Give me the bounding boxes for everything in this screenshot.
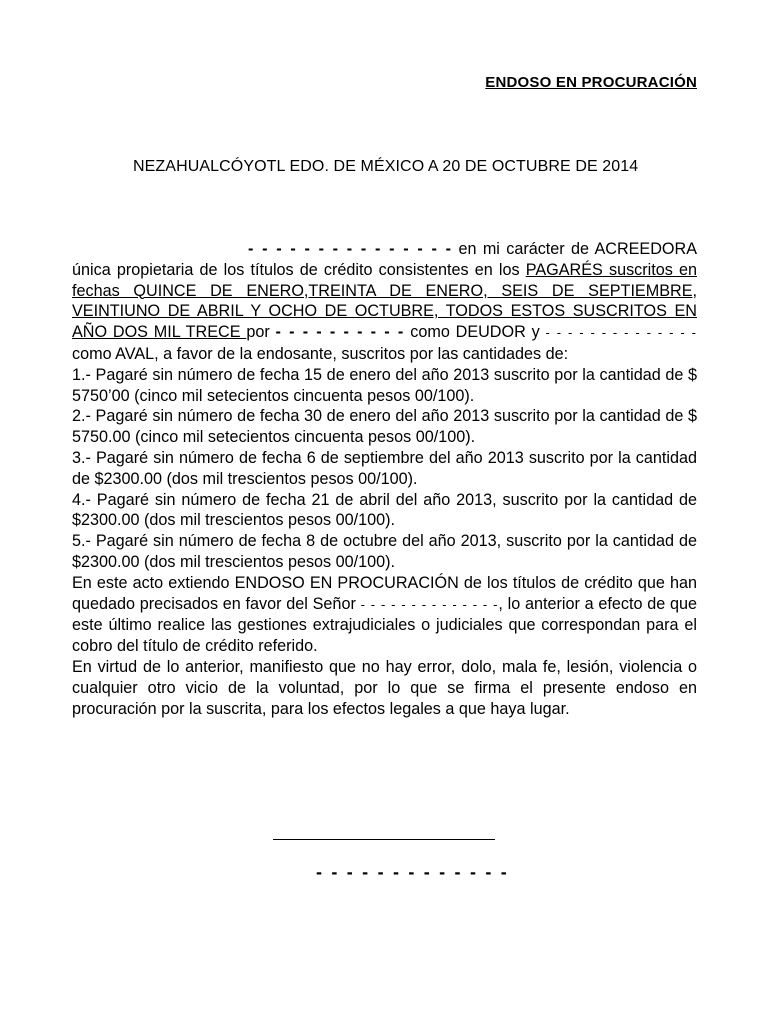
promissory-notes-description: PAGARÉS suscritos en fechas QUINCE DE ENERO,TREINTA DE ENERO, SEIS DE SEPTIEMBRE, VEINTIUNO DE ABRIL Y OCHO DE OCTUBRE, TODOS ESTOS SUSCRITOS EN AÑO DOS MIL TRECE bbox=[72, 260, 697, 342]
signatory-name-blank: - - - - - - - - - - - - - bbox=[316, 862, 509, 882]
document-title: ENDOSO EN PROCURACIÓN bbox=[485, 74, 697, 91]
list-item-note-1: 1.- Pagaré sin número de fecha 15 de enero del año 2013 suscrito por la cantidad de $ 5750’00 (cinco mil setecientos cincuenta pesos 00/100). bbox=[72, 365, 697, 405]
document-body bbox=[72, 239, 697, 719]
signature-line bbox=[273, 839, 495, 840]
place-and-date: NEZAHUALCÓYOTL EDO. DE MÉXICO A 20 DE OCTUBRE DE 2014 bbox=[133, 158, 639, 175]
intro-text-1: en mi carácter de ACREEDORA única propietaria de los títulos de crédito consistentes en los bbox=[72, 240, 697, 279]
endorsement-paragraph bbox=[72, 573, 697, 657]
endorsement-text-1: En este acto extiendo ENDOSO EN PROCURACIÓN de los títulos de crédito que han quedado precisados en favor del Señor bbox=[72, 573, 697, 613]
list-item-note-3: 3.- Pagaré sin número de fecha 6 de septiembre del año 2013 suscrito por la cantidad de $2300.00 (dos mil trescientos pesos 00/100). bbox=[72, 448, 697, 488]
guarantor-name-blank: - - - - - - - - - - - - - - bbox=[545, 325, 697, 341]
intro-paragraph bbox=[72, 239, 697, 365]
creditor-name-blank: - - - - - - - - - - - - - - - bbox=[248, 240, 453, 258]
list-item-note-5: 5.- Pagaré sin número de fecha 8 de octubre del año 2013, suscrito por la cantidad de $2300.00 (dos mil trescientos pesos 00/100). bbox=[72, 532, 697, 571]
intro-text-3: como DEUDOR y bbox=[404, 323, 546, 342]
intro-text-4: como AVAL, a favor de la endosante, suscritos por las cantidades de: bbox=[72, 344, 569, 363]
debtor-name-blank: - - - - - - - - - - bbox=[275, 323, 405, 342]
endorsee-name-blank: - - - - - - - - - - - - - - bbox=[360, 596, 499, 612]
list-item-note-4: 4.- Pagaré sin número de fecha 21 de abril del año 2013, suscrito por la cantidad de $2300.00 (dos mil trescientos pesos 00/100). bbox=[72, 490, 697, 530]
intro-text-2: por bbox=[246, 323, 276, 342]
list-item-note-2: 2.- Pagaré sin número de fecha 30 de enero del año 2013 suscrito por la cantidad de $ 5750.00 (cinco mil setecientos cincuenta pesos 00/100). bbox=[72, 407, 697, 447]
endorsement-text-2: , lo anterior a efecto de que este último realice las gestiones extrajudiciales o judiciales que correspondan para el cobro del título de crédito referido. bbox=[72, 594, 698, 656]
closing-paragraph: En virtud de lo anterior, manifiesto que no hay error, dolo, mala fe, lesión, violencia o cualquier otro vicio de la voluntad, por lo que se firma el presente endoso en procuración por la suscrita, para los efectos legales a que haya lugar. bbox=[72, 657, 697, 718]
